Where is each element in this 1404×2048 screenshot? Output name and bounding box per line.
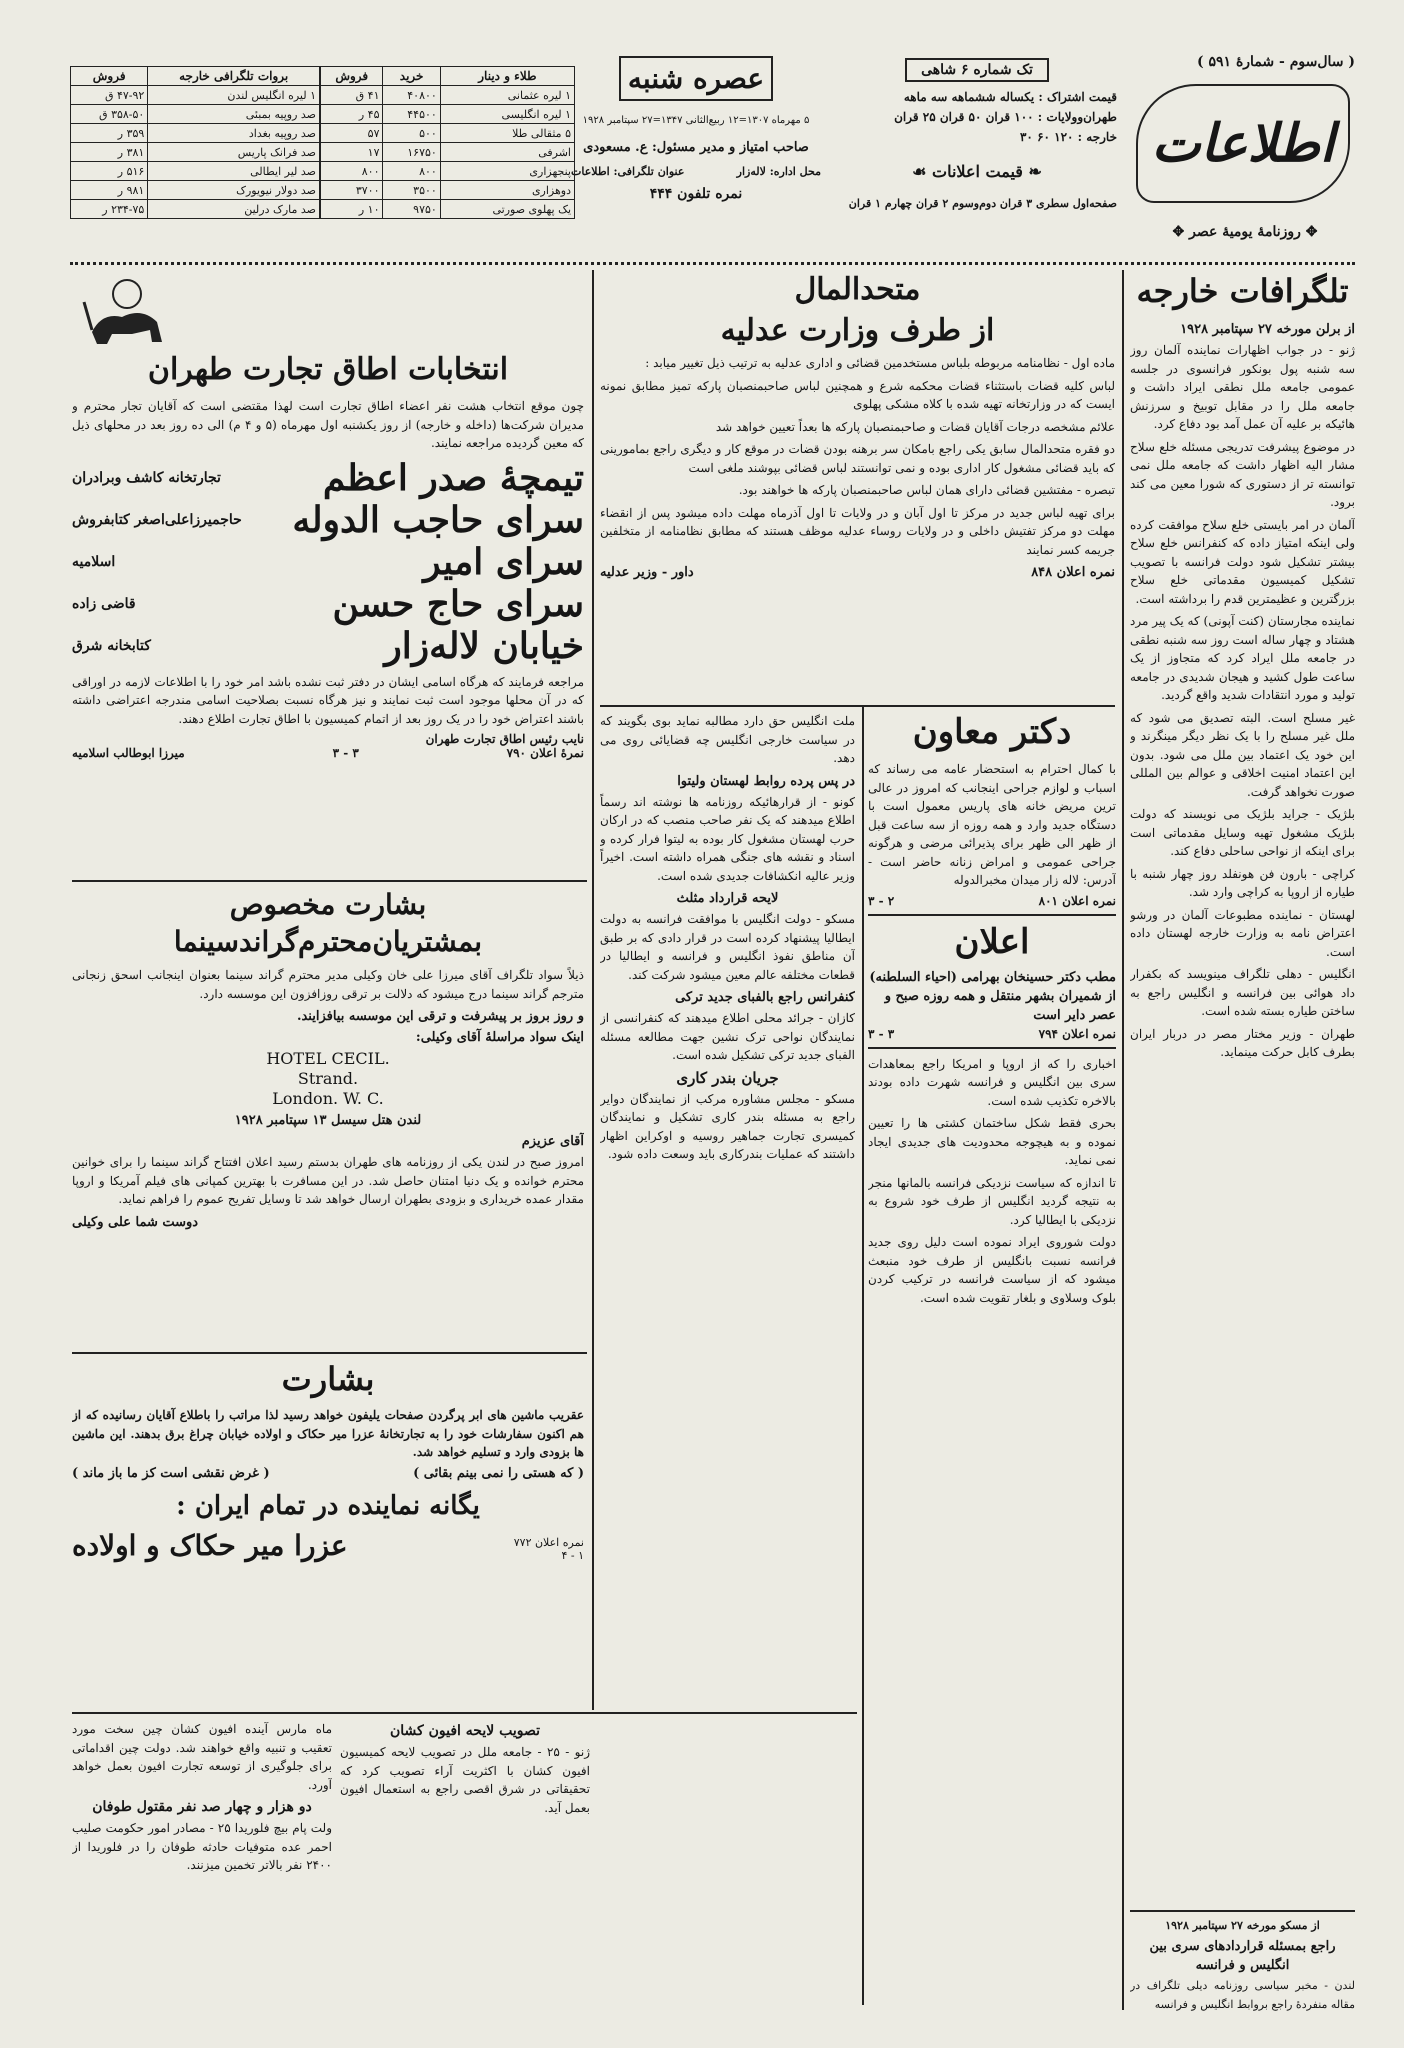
section-divider [72,1712,857,1714]
chamber-ad-number: نمرهٔ اعلان ۷۹۰ [506,746,584,760]
chamber-section [72,272,584,877]
rate-cell: ۱۷ [321,143,383,162]
telegraph-paragraph: ژنو - در جواب اظهارات نماینده آلمان روز سه شنبه پول بونکور فرانسوی در جلسه‌ عمومی جامعه ملل نطقی ایراد داشت و جامعه ملل را در مقابل توبیخ و سرزنش هائیکه بر علیه آن عمل آمد بود دفاع کرد. [1130,343,1355,431]
cinema-body: امروز صبح در لندن یکی از روزنامه های طهران بدستم رسید اعلان افتتاح گراند سینما را برای خوانین محترم خوانده و یک دنیا امتنان حاصل شد. در این مسافرت با بهترین کمپانی های فیلم آمریکا و اروپا مقدار عمده خریداری و بزودی بطهران ارسال خواهد شد تا وسایل تفریح عموم را فراهم نماید. [72,1155,584,1206]
treaty-headline: لایحه قرارداد مثلث [676,891,779,906]
moscow-box [1130,1910,1355,2040]
polling-place [72,499,584,541]
rate-cell: ۵۷ [321,124,383,143]
treaty-body: مسکو - دولت انگلیس با موافقت فرانسه به دولت ایطالیا پیشنهاد کرده است در قرار دادی که بر طبق آن مناطق نفوذ انگلیس و فرانسه و ایطالیا در قطعات مختلفه عالم معین میشود شرکت کند. [600,912,855,982]
exchange-rate-row [71,200,320,219]
turkish-headline: کنفرانس راجع بالفبای جدید ترکی [675,990,855,1005]
agent-name: عزرا میر حکاک و اولاده [72,1528,348,1562]
rate-cell: صد روپیه بمبئی [148,105,320,124]
rate-cell: ۳۵۸-۵۰ ق [71,105,148,124]
polling-place-name: سرای امیر [423,540,584,583]
section-divider [868,914,1116,916]
tagline: ✥ روزنامهٔ یومیهٔ عصر ✥ [1172,224,1318,240]
cinema-city-date: لندن هتل سیسل ۱۳ سپتامبر ۱۹۲۸ [234,1113,422,1128]
ads-label: ❧ قیمت اعلانات ☙ [912,162,1042,181]
polling-place [72,625,584,667]
justice-paragraph: برای تهیه لباس جدید در مرکز تا اول آبان و در ولایات تا اول آذرماه مهلت داده میشود پس از انقضاء مهلت دو مرکز تفتیش داخلی و در ولایات روساء عدلیه موظف هستند که مطابق نظامنامه از متخلفین جریمه کسر نمایند [600,505,1115,557]
justice-paragraph: تبصره - مفتشین قضائی دارای همان لباس صاحبمنصبان پارکه ها خواهند بود. [738,483,1115,497]
column-rule [1122,270,1124,2010]
opium-title: تصویب لایحه افیون کشان [390,1723,540,1739]
gold-rate-row [321,86,575,105]
gold-rate-row [321,124,575,143]
moscow-headline: راجع بمسئله قراردادهای سری بین انگلیس و فرانسه [1149,1939,1336,1973]
rate-cell: ۱ لیره عثمانی [440,86,574,105]
polling-place-host: تجارتخانه کاشف وبرادران [72,469,221,486]
exchange-rate-row [71,124,320,143]
polling-place-name: تیمچهٔ صدر اعظم [322,456,584,499]
port-body: مسکو - مجلس مشاوره مرکب از نمایندگان دوایر راجع به مسئله بندر کاری تشکیل و نمایندگان کمیسری تجارت جماهیر روسیه و اوکراین اظهار داشتند که عملیات بندرکاری باید وسعت داده شود. [600,1091,855,1161]
news-intro: ملت انگلیس حق دارد مطالبه نماید بوی بگویند که در سیاست خارجی انگلیس چه قضایائی روی می دهد. [600,714,855,765]
telegraph-address: عنوان تلگرافی: اطلاعات [571,165,685,178]
rates-table [70,66,575,219]
chamber-places [72,457,584,667]
phone-number: نمره تلفون ۴۴۴ [649,186,743,202]
news-paragraph: دولت شوروی ایراد نموده است دلیل روی جدید فرانسه نسبت بانگلیس از طرف خود منبعث میشود که از سیاست فرانسه در ترکیب کردن بلوک وسلاوی و بلغار تقویت شده است. [868,1235,1116,1305]
ilan-ad-number: نمره اعلان ۷۹۴ [1038,1026,1116,1041]
hotel-name: HOTEL CECIL. [266,1049,390,1068]
issue-date: ۵ مهرماه ۱۳۰۷=۱۲ ربیع‌الثانی ۱۳۴۷=۲۷ سپتامبر ۱۹۲۸ [582,115,810,126]
chamber-intro: چون موقع انتخاب هشت نفر اعضاء اطاق تجارت است لهذا مقتضی است که آقایان تجار محترم و مدیران شرکت‌ها (داخله و خارجه) از روز یکشنبه اول مهرماه (۵ و ۴ م) الی ده روز بعد در محلهای ذیل که معین گردیده مراجعه نمایند. [72,399,584,450]
rate-cell: یک پهلوی صورتی [440,200,574,219]
polling-place-name: خیابان لاله‌زار [384,624,584,667]
rate-cell: ۴۷-۹۲ ق [71,86,148,105]
telegraph-paragraph: لهستان - نماینده مطبوعات آلمان در ورشو اعتراض نامه به وزارت خارجه لهستان داده است. [1130,907,1355,959]
polling-place-name: سرای حاجب الدوله [292,498,584,541]
day-title: عصره شنبه [619,56,773,101]
telegraph-title: تلگرافات خارجه [1136,272,1349,310]
slogan-1: ( که هستی را نمی بینم بقائی ) [413,1465,584,1481]
chamber-signature-line [72,746,584,760]
subscription-label: قیمت اشتراک : یکساله ششماهه سه ماهه [903,90,1117,104]
telegraph-paragraph: غیر مسلح است. البته تصدیق می شود که ملل غیر مسلح را با یک نظر دیگر مینگرند و این خود یک اعتماد بین ملل می شود. بدون این اعتماد امنیت اخلاقی و عوالم بین المللی صورت نخواهد گرفت. [1130,710,1355,799]
opium-body: ژنو - ۲۵ - جامعه ملل در تصویب لایحه کمیسیون افیون کشان با اکثریت آراء تصویب کرد که تحقیقاتی در شرق اقصی راجع به استعمال افیون بعمل آید. [340,1745,590,1815]
gold-rate-row [321,181,575,200]
masthead [70,54,1355,254]
opium-section [340,1720,590,2020]
telegraph-paragraph: آلمان در امر بایستی خلع سلاح موافقت کرده ولی اینکه امتیاز داده که کنفرانس خلع سلاح بیشتر تشکیل شود دولت فرانسه با تصویب تشکیل کمیسیون مقدماتی خلع سلاح بزرگترین و عظیمترین قدم را برداشته است. [1130,517,1355,606]
rate-cell: ۸۰۰ [383,162,440,181]
chamber-outro: مراجعه فرمایند که هرگاه اسامی ایشان در دفتر ثبت نشده باشد امر خود را با اطلاعات لازمه در اوراقی که در آن محلها موجود است ثبت نمایند و نیز هرگاه نسبت بصلاحیت اسامی مندرجه اعتراضی داشته باشند اعتراض خود را در یک روز بعد از اتمام کمیسیون با اطاق تجارت اطلاع دهند. [72,674,584,726]
chamber-ad-seq: ۳ - ۳ [332,746,359,760]
telegraph-paragraph: بلژیک - جراید بلژیک می نویسند که دولت بلژیک مشغول تهیه وسایل مقدماتی است برای اینکه از نواحی ساحلی دفاع کند. [1130,807,1355,858]
exchange-rate-row [71,181,320,200]
news-paragraph: اخباری را که از اروپا و امریکا راجع بمعاهدات سری بین انگلیس و فرانسه شهرت داده بودند بالاخره تکذیب شده است. [868,1056,1116,1108]
gold-rates-table: طلاء و دینار خرید فروش ۱ لیره عثمانی ۴۰۸۰۰ ۴۱ ق ۱ لیره انگلیسی ۴۴۵۰۰ ۴۵ ر ۵ مثقالی طلا ۵۰۰ ۵۷ اشرفی ۱۶۷۵۰ ۱۷ پنجهزاری ۸۰۰ ۸۰۰ دوهزاری ۳۵۰۰ ۳۷۰۰ یک پهلوی صورتی ۹۷۵۰ ۱۰ ر [320,66,575,219]
glad-title: بشارت [281,1360,375,1398]
storm-section [72,1720,332,2020]
justice-signature [600,565,1115,580]
rate-cell: ۳۸۱ ر [71,143,148,162]
rate-cell: ۹۸۱ ر [71,181,148,200]
rate-cell: صد فرانک پاریس [148,143,320,162]
news-paragraph: بحری فقط شکل ساختمان کشتی ها را تعیین نموده و به هیچوجه محدودیت های جدیدی ایجاد نمی نماید. [868,1116,1116,1167]
cinema-greeting: آقای عزیزم [521,1134,584,1149]
telegraph-body [1130,341,1355,1062]
telegraph-paragraph: کراچی - بارون فن هونفلد روز چهار شنبه با طیاره از اروپا به کراچی وارد شد. [1130,866,1355,899]
telegraph-paragraph: نماینده مجارستان (کنت آپونی) که یک پیر مرد هشتاد و چهار ساله است روز سه شنبه نطقی در جامعه ملل ایراد کرد که متجاوز از یک ساعت طول کشید و هیجان شدیدی در جامعه تولید و مورد انتقادات شدید واقع گردید. [1130,614,1355,702]
hotel-street: Strand. [297,1069,359,1088]
office-line [571,165,821,178]
justice-ad-number: نمره اعلان ۸۴۸ [1031,565,1115,580]
hotel-address [72,1049,584,1109]
logo-block [1135,54,1355,254]
cinema-bold-line: و روز بروز بر پیشرفت و ترقی این موسسه بیافزایند. [296,1009,584,1024]
office-address: محل اداره: لاله‌زار [736,165,821,178]
logo [1136,84,1350,203]
ornament-icon: ☙ [912,162,932,181]
justice-paragraph: ماده اول - نظامنامه مربوطه بلباس مستخدمین قضائی و اداری عدلیه به ترتیب ذیل تغییر میابد : [645,356,1115,370]
lion-emblem [72,272,584,352]
ilan-ad-seq: ۳ - ۳ [868,1026,895,1041]
cinema-closing: دوست شما علی وکیلی [72,1214,199,1230]
storm-body: ولت پام بیچ فلوریدا ۲۵ - مصادر امور حکومت صلیب احمر عده متوفیات حادثه طوفان را در فلوریدا از ۲۴۰۰ نفر بالاتر تخمین میزنند. [72,1821,332,1872]
rate-cell: اشرفی [440,143,574,162]
rate-cell: ۱۰ ر [321,200,383,219]
rate-cell: ۴۵ ر [321,105,383,124]
polling-place [72,583,584,625]
justice-signer: داور - وزیر عدلیه [600,565,694,580]
glad-body: عقریب ماشین های ابر پرگردن صفحات یلیفون خواهد رسید لذا مراتب را باطلاع آقایان رسانیده که از هم اکنون سفارشات خود را به تجارتخانهٔ عزرا میر حکاک و اولاده خیابان چراغ برق بدهند. این ماشین ها بزودی وارد و تسلیم خواهد شد. [72,1408,584,1459]
ilan-footer [868,1027,1116,1041]
polling-place-host: کتابخانه شرق [72,637,151,654]
rate-cell: ۵ مثقالی طلا [440,124,574,143]
rate-cell: ۱ لیره انگلیس لندن [148,86,320,105]
column-rule [862,705,864,2005]
ornament-icon: ❧ [1022,162,1042,181]
section-divider [72,1352,587,1354]
polling-place-host: اسلامیه [72,553,116,570]
glad-slogans [72,1466,584,1481]
section-divider [1130,1910,1355,1912]
rate-cell: صد دولار نیویورک [148,181,320,200]
polling-place [72,457,584,499]
masthead-divider [70,262,1355,265]
rate-cell: ۳۵۰۰ [383,181,440,200]
telegraph-column [1130,272,1355,2012]
year-issue: ( سال‌سوم - شمارهٔ ۵۹۱ ) [1197,54,1355,70]
lithuania-headline: در پس پرده روابط لهستان ولیتوا [677,773,855,789]
rate-cell: صد روپیه بغداد [148,124,320,143]
ilan-body: مطب دکتر حسینخان بهرامی (احیاء السلطنه) از شمیران بشهر منتقل و همه روزه صبح و عصر دایر است [869,969,1116,1023]
doctor-ad-seq: ۲ - ۳ [868,893,895,908]
exchange-rate-row [71,86,320,105]
port-headline: جریان بندر کاری [676,1068,779,1087]
justice-section [600,272,1115,702]
rate-cell: ۲۳۴-۷۵ ر [71,200,148,219]
exchange-rate-row [71,162,320,181]
doctor-ad-number: نمره اعلان ۸۰۱ [1038,893,1116,908]
lithuania-body: کونو - از قرارهائیکه روزنامه ها نوشته اند رسماً اطلاع میدهند که یک نفر صاحب منصب که در ارکان حرب لهستان مشغول کار بوده به لیتوا فرار کرده و اسناد و نقشه های جنگی همراه داشته است. اخیراً وزیر عالیه انکشافات جدیدی شده است. [600,794,855,883]
rate-cell: ۴۴۵۰۰ [383,105,440,124]
telegraph-dateline: از برلن مورخه ۲۷ سپتامبر ۱۹۲۸ [1180,322,1355,337]
lion-and-sun-icon [72,272,182,352]
polling-place-name: سرای حاج حسن [332,582,584,625]
storm-title: دو هزار و چهار صد نفر مقتول طوفان [92,1799,312,1815]
ads-rates: صفحه‌اول سطری ۳ قران دوم‌وسوم ۲ قران چهارم ۱ قران [848,197,1117,210]
chamber-sign-title: نایب رئیس اطاق تجارت طهران [425,732,584,746]
single-price: تک شماره ۶ شاهی [905,58,1049,82]
doctor-body: با کمال احترام به استحضار عامه می رساند که اسباب و لوازم جراحی اینجانب که امروز در عالی ترین مریض خانه های پاریس معمول است با دستگاه جدید وارد و همه روزه از سه ساعت قبل از ظهر الی ظهر برای پذیرائی مرضی و هرگونه جراحی عمومی و امراض زنانه حاضر است - آدرس: لاله زار میدان مخبرالدوله [868,762,1116,887]
subscription-abroad: خارجه : ۱۲۰ ۶۰ ۳۰ [1019,130,1117,144]
glad-tidings-section [72,1360,584,1705]
ornament-icon: ✥ [1300,224,1318,240]
logo-text: اطلاعات [1151,113,1335,174]
doctor-news-body [868,1055,1116,1308]
title-block [571,54,821,254]
section-divider [72,880,587,882]
rate-cell: ۳۷۰۰ [321,181,383,200]
cinema-subtitle: بمشتریان‌محترم‌گراند‌سینما [173,925,483,958]
justice-paragraph: علائم مشخصه درجات آقایان قضات و صاحبمنصبان پارکه ها بعداً تعیین خواهد شد [715,419,1115,434]
justice-paragraph: دو فقره متحدالمال سابق یکی راجع بامکان سر برهنه بودن قضات در موقع کار و دیگری راجع بمامورینی که باید قضائی مشغول کار اداری بوده و نمی توانستند لباس قضائی بپوشند ملغی است [600,442,1115,475]
publisher: صاحب امتیاز و مدیر مسئول: ع. مسعودی [583,140,809,155]
exchange-rate-row [71,143,320,162]
gold-rate-row [321,105,575,124]
subscription-tehran: طهران‌وولایات : ۱۰۰ قران ۵۰ قران ۲۵ قران [894,110,1117,124]
moscow-body: لندن - مخبر سیاسی روزنامه دیلی تلگراف در مقاله منفردهٔ راجع بروابط انگلیس و فرانسه [1130,1979,1355,2011]
justice-title: متحدالمال [794,272,921,307]
telegraph-paragraph: طهران - وزیر مختار مصر در دربار ایران بطرف کابل حرکت مینماید. [1130,1026,1355,1059]
rate-cell: ۱ لیره انگلیسی [440,105,574,124]
opium-body-continued: ماه مارس آینده افیون کشان چین سخت مورد تعقیب و تنبیه واقع خواهند شد. دولت چین اقداماتی برای جلوگیری از توسعه تجارت افیون بعمل خواهد آورد. [72,1722,332,1792]
polling-place-host: حاجمیرزاعلی‌اصغر کتابفروش [72,511,242,528]
rate-cell: صد مارک درلین [148,200,320,219]
cinema-intro: ذیلاً سواد تلگراف آقای میرزا علی خان وکیلی مدیر محترم گراند سینما بعنوان اینجانب اسحق زنجانی مترجم گراند سینما درج میشود که دلالت بر ترقی روزافزون این موسسه دارد. [72,968,584,1001]
rate-cell: ۴۰۸۰۰ [383,86,440,105]
ilan-title: اعلان [954,921,1030,962]
chamber-signature [72,732,584,746]
agent-title: یگانه نماینده در تمام ایران : [176,1490,480,1521]
gold-rate-row [321,143,575,162]
rate-cell: ۱۶۷۵۰ [383,143,440,162]
telegraph-paragraph: انگلیس - دهلی تلگراف مینویسد که بکفرار داد هوائی بین فرانسه و انگلیس راجع به ساختن طیاره بسته شده است. [1130,967,1355,1018]
polling-place [72,541,584,583]
rate-cell: صد لیر ایطالی [148,162,320,181]
cinema-title: بشارت مخصوص [229,888,427,921]
chamber-title: انتخابات اطاق تجارت طهران [147,352,509,387]
rate-cell: دوهزاری [440,181,574,200]
rate-cell: ۵۱۶ ر [71,162,148,181]
doctor-ad-footer [868,894,1116,908]
section-divider [600,705,1115,707]
slogan-2: ( غرض نقشی است کز ما باز ماند ) [72,1465,270,1481]
ornament-icon: ✥ [1172,224,1190,240]
chamber-sign-name: میرزا ابوطالب اسلامیه [72,746,185,760]
justice-paragraph: لباس کلیه قضات باستثناء قضات محکمه شرع و همچنین لباس صاحبمنصبان پارکه تمیز مطابق نمونه ایست که در وزارتخانه تهیه شده با کلاه مشکی پهلوی [600,378,1115,411]
exchange-rate-row [71,105,320,124]
agent-line [72,1529,584,1562]
rate-cell: پنجهزاری [440,162,574,181]
rate-cell: ۵۰۰ [383,124,440,143]
justice-subtitle: از طرف وزارت عدلیه [720,313,995,348]
gold-rate-row [321,162,575,181]
moscow-dateline: از مسکو مورخه ۲۷ سپتامبر ۱۹۲۸ [1165,1919,1320,1932]
hotel-city: London. W. C. [272,1089,384,1108]
cinema-copy-label: اینک سواد مراسلهٔ آقای وکیلی: [415,1030,584,1045]
rate-cell: ۹۷۵۰ [383,200,440,219]
section-divider [868,1047,1116,1049]
rate-cell: ۸۰۰ [321,162,383,181]
subscription-block [837,54,1117,254]
telegraph-paragraph: در موضوع پیشرفت تدریجی مسئله خلع سلاح مشار الیه اظهار داشت که جامعه ملل نمی توانسته تر از دستوری که شورا معین می کند برود. [1130,439,1355,509]
rate-cell: ۳۵۹ ر [71,124,148,143]
doctor-column [868,712,1116,2012]
news-column [600,712,855,2012]
turkish-body: کازان - جرائد محلی اطلاع میدهند که کنفرانسی از نمایندگان نواحی ترک نشین جهت مطالعه مسئله الفبای جدید ترکی تشکیل شده است. [600,1011,855,1062]
column-rule [592,270,594,1710]
cinema-section [72,888,584,1348]
doctor-title: دکتر معاون [912,712,1072,752]
glad-ad-meta: نمره اعلان ۷۷۲ ۱ - ۴ [513,1535,584,1562]
news-paragraph: تا اندازه که سیاست نزدیکی فرانسه بالمانها منجر به نتیجه گردید انگلیس از طرف خود شروع به نزدیکی با ایطالیا کرد. [868,1175,1116,1227]
justice-body [600,354,1115,559]
gold-rate-row [321,200,575,219]
rate-cell: ۴۱ ق [321,86,383,105]
polling-place-host: قاضی زاده [72,595,136,612]
exchange-rates-table: بروات تلگرافی خارجه فروش ۱ لیره انگلیس لندن ۴۷-۹۲ ق صد روپیه بمبئی ۳۵۸-۵۰ ق صد روپیه بغداد ۳۵۹ ر صد فرانک پاریس ۳۸۱ ر صد لیر ایطالی ۵۱۶ ر صد دولار نیویورک ۹۸۱ ر صد مارک درلین ۲۳۴-۷۵ ر [70,66,320,219]
